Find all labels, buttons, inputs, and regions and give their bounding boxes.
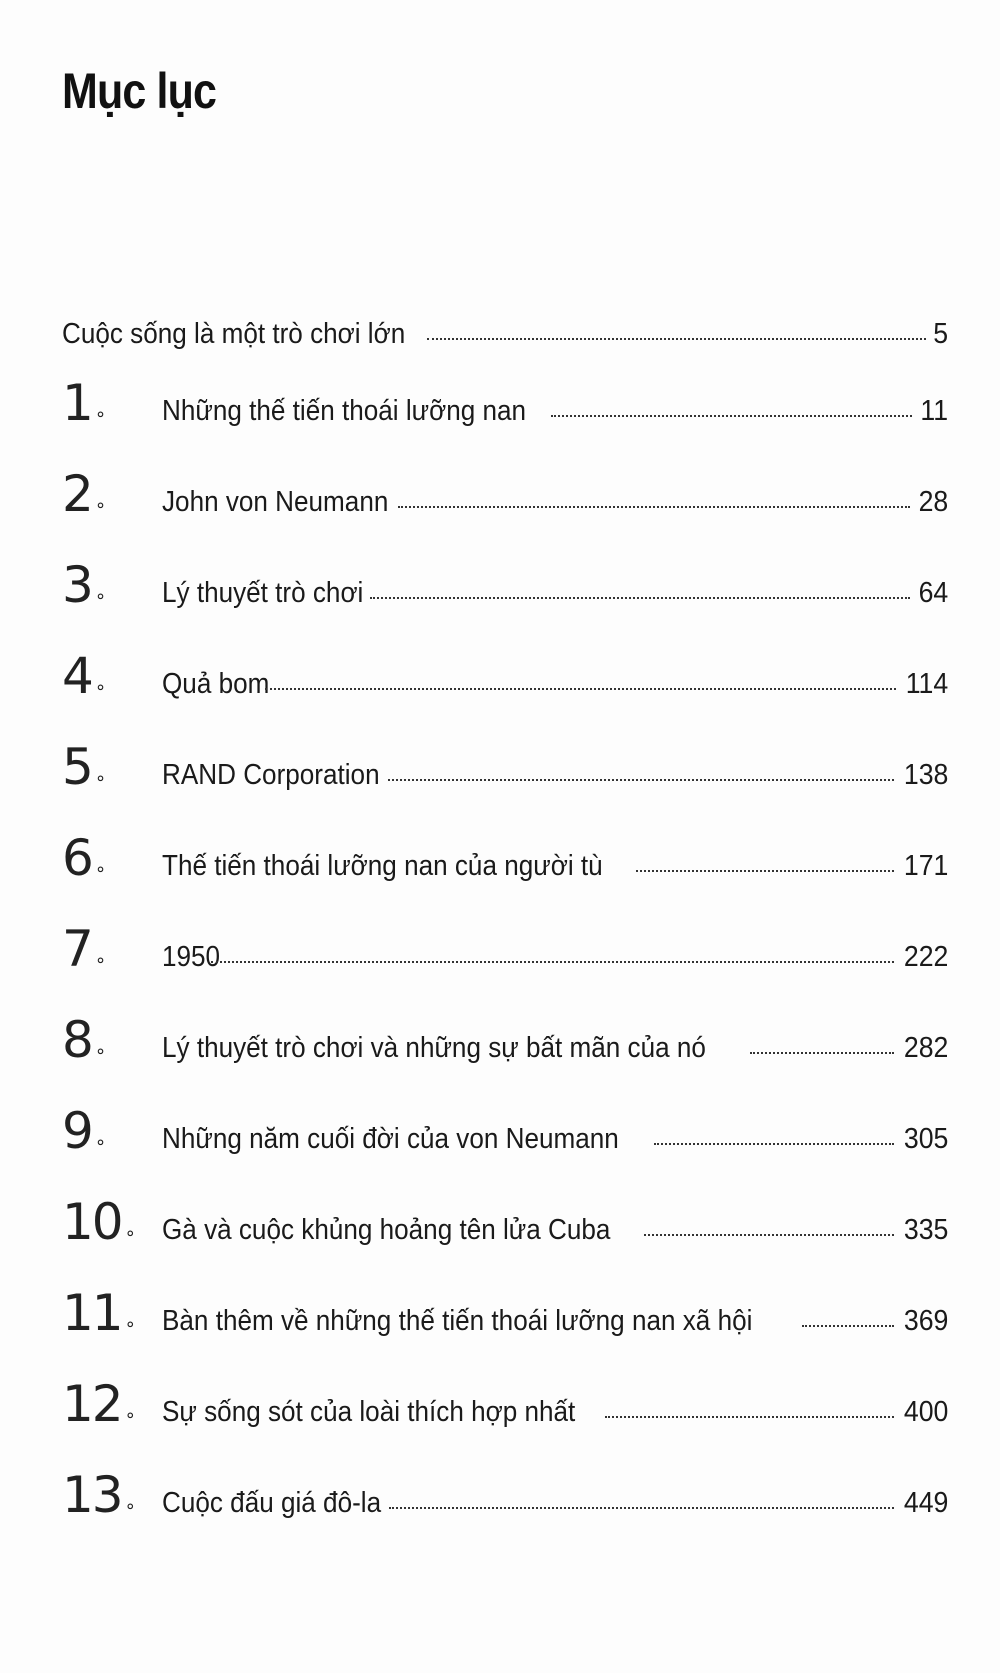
page-title: Mục lục xyxy=(62,63,217,119)
chapter-number xyxy=(62,829,162,887)
chapter-number xyxy=(62,1284,162,1342)
chapter-number-text: 3 xyxy=(62,556,92,614)
dot-leader xyxy=(802,1325,894,1327)
chapter-number-text: 12 xyxy=(62,1375,122,1433)
toc-chapter-entry xyxy=(62,556,948,651)
toc-entry-page: 5 xyxy=(933,318,948,350)
toc-entry-title: Bàn thêm về những thế tiến thoái lưỡng nan xã hội xyxy=(162,1305,753,1337)
toc-entry-page: 305 xyxy=(903,1123,948,1155)
chapter-number xyxy=(62,556,162,614)
dot-leader xyxy=(750,1052,893,1054)
toc-chapter-entry xyxy=(62,647,948,742)
dot-leader xyxy=(427,338,925,340)
toc-entry-title: Sự sống sót của loài thích hợp nhất xyxy=(162,1396,576,1428)
toc-chapter-entry xyxy=(62,829,948,924)
toc-chapter-entry xyxy=(62,1102,948,1197)
chapter-number-text: 5 xyxy=(62,738,92,796)
dot-leader xyxy=(551,415,912,417)
toc-entry-title: Gà và cuộc khủng hoảng tên lửa Cuba xyxy=(162,1214,611,1246)
toc-entry-title: Thế tiến thoái lưỡng nan của người tù xyxy=(162,850,603,882)
toc-entry-page: 64 xyxy=(918,577,948,609)
toc-chapter-entry xyxy=(62,465,948,560)
chapter-number-text: 2 xyxy=(62,465,92,523)
chapter-number-dot-icon: ∘ xyxy=(94,1132,107,1153)
toc-entry-title: Những năm cuối đời của von Neumann xyxy=(162,1123,619,1155)
chapter-number xyxy=(62,1193,162,1251)
toc-entry-page: 400 xyxy=(903,1396,948,1428)
dot-leader xyxy=(644,1234,893,1236)
toc-entry-page: 282 xyxy=(903,1032,948,1064)
toc-entry-page: 171 xyxy=(903,850,948,882)
dot-leader xyxy=(605,1416,893,1418)
toc-entry-title: Cuộc sống là một trò chơi lớn xyxy=(62,318,406,350)
toc-entry-title: 1950 xyxy=(162,941,221,973)
toc-entry-title: Lý thuyết trò chơi và những sự bất mãn của nó xyxy=(162,1032,706,1064)
toc-entry-title: Lý thuyết trò chơi xyxy=(162,577,364,609)
chapter-number-dot-icon: ∘ xyxy=(94,586,107,607)
toc-entry-page: 138 xyxy=(903,759,948,791)
chapter-number-dot-icon: ∘ xyxy=(94,404,107,425)
chapter-number xyxy=(62,465,162,523)
toc-entry-title: John von Neumann xyxy=(162,486,389,518)
chapter-number-dot-icon: ∘ xyxy=(94,950,107,971)
chapter-number xyxy=(62,920,162,978)
chapter-number xyxy=(62,647,162,705)
toc-entry-title: Cuộc đấu giá đô-la xyxy=(162,1487,382,1519)
chapter-number-text: 11 xyxy=(62,1284,122,1342)
chapter-number xyxy=(62,1011,162,1069)
dot-leader xyxy=(265,688,895,690)
chapter-number-text: 13 xyxy=(62,1466,122,1524)
chapter-number-text: 10 xyxy=(62,1193,122,1251)
dot-leader xyxy=(388,779,894,781)
chapter-number-dot-icon: ∘ xyxy=(94,768,107,789)
toc-chapter-entry xyxy=(62,920,948,1015)
chapter-number-text: 4 xyxy=(62,647,92,705)
chapter-number-dot-icon: ∘ xyxy=(124,1314,136,1335)
toc-chapter-list xyxy=(62,374,948,1561)
chapter-number xyxy=(62,1375,162,1433)
chapter-number xyxy=(62,1102,162,1160)
toc-entry-page: 28 xyxy=(918,486,948,518)
toc-intro-entry xyxy=(62,318,948,378)
dot-leader xyxy=(636,870,894,872)
toc-entry-page: 11 xyxy=(920,395,948,427)
chapter-number-dot-icon: ∘ xyxy=(124,1223,136,1244)
chapter-number-dot-icon: ∘ xyxy=(94,677,107,698)
dot-leader xyxy=(398,506,910,508)
dot-leader xyxy=(370,597,910,599)
chapter-number-dot-icon: ∘ xyxy=(124,1405,136,1426)
chapter-number-text: 6 xyxy=(62,829,92,887)
toc-entry-page: 449 xyxy=(903,1487,948,1519)
chapter-number-text: 8 xyxy=(62,1011,92,1069)
toc-chapter-entry xyxy=(62,1011,948,1106)
toc-entry-page: 222 xyxy=(903,941,948,973)
chapter-number-dot-icon: ∘ xyxy=(94,859,107,880)
dot-leader xyxy=(389,1507,893,1509)
dot-leader xyxy=(211,961,894,963)
table-of-contents xyxy=(62,318,948,1561)
toc-chapter-entry xyxy=(62,1284,948,1379)
toc-chapter-entry xyxy=(62,1193,948,1288)
chapter-number-text: 9 xyxy=(62,1102,92,1160)
toc-entry-page: 114 xyxy=(905,668,948,700)
toc-entry-page: 335 xyxy=(903,1214,948,1246)
toc-chapter-entry xyxy=(62,374,948,469)
dot-leader xyxy=(654,1143,894,1145)
chapter-number xyxy=(62,1466,162,1524)
toc-chapter-entry xyxy=(62,738,948,833)
chapter-number-dot-icon: ∘ xyxy=(94,1041,107,1062)
chapter-number-text: 1 xyxy=(62,374,92,432)
chapter-number-dot-icon: ∘ xyxy=(94,495,107,516)
toc-chapter-entry xyxy=(62,1466,948,1561)
chapter-number xyxy=(62,374,162,432)
chapter-number xyxy=(62,738,162,796)
toc-chapter-entry xyxy=(62,1375,948,1470)
toc-entry-title: RAND Corporation xyxy=(162,759,380,791)
toc-entry-title: Quả bom xyxy=(162,668,270,700)
toc-entry-page: 369 xyxy=(903,1305,948,1337)
toc-entry-title: Những thế tiến thoái lưỡng nan xyxy=(162,395,527,427)
chapter-number-text: 7 xyxy=(62,920,92,978)
chapter-number-dot-icon: ∘ xyxy=(124,1496,136,1517)
